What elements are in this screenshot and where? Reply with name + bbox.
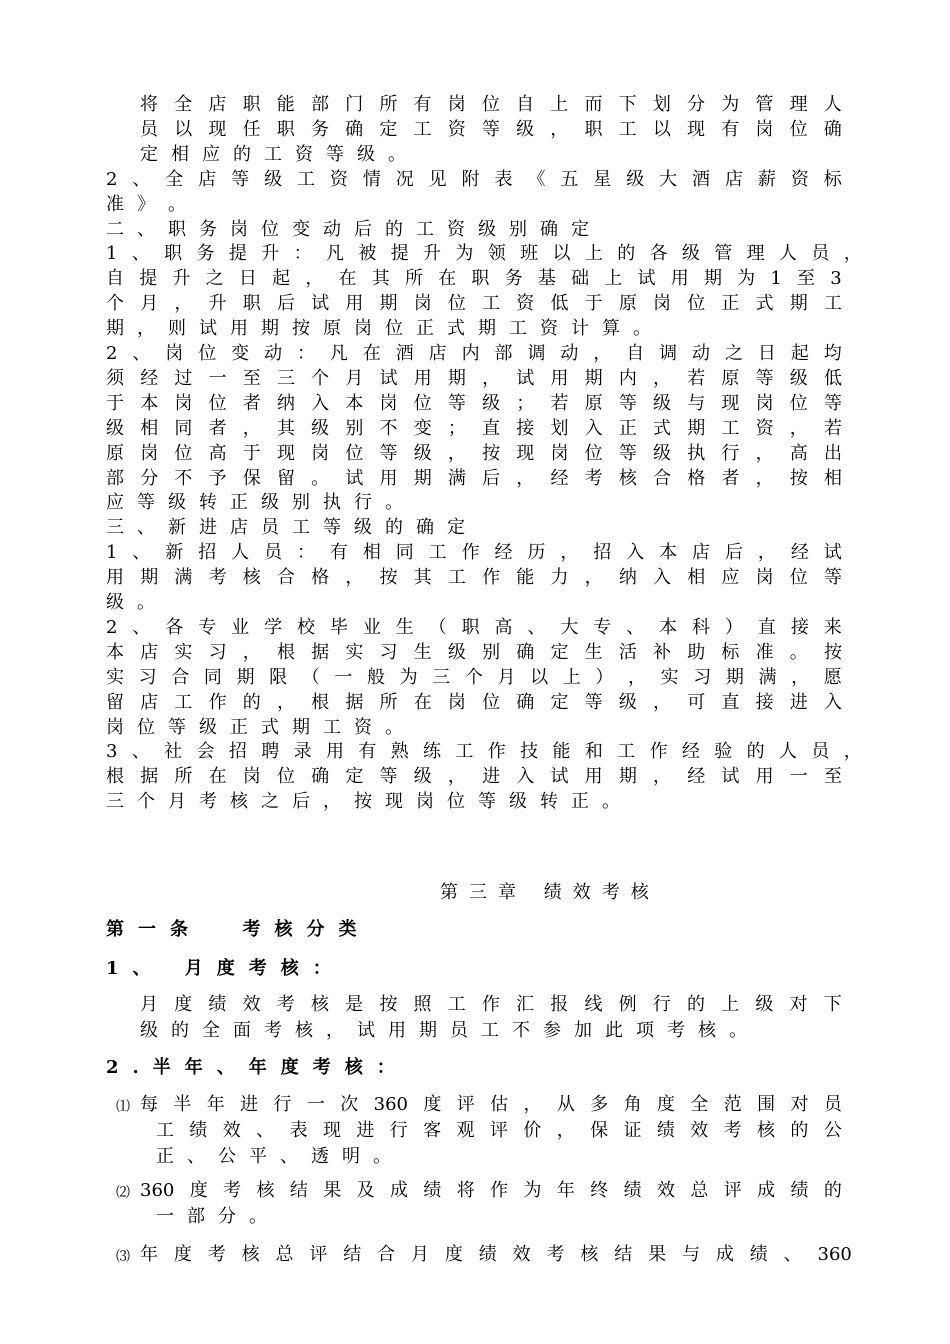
body-line: 个 月 ， 升 职 后 试 用 期 岗 位 工 资 低 于 原 岗 位 正 式 期 工: [106, 293, 842, 314]
body-line: 1 、 新 招 人 员 ： 有 相 同 工 作 经 历 ， 招 入 本 店 后 ， 经 试: [106, 542, 842, 563]
article-heading: [106, 917, 371, 943]
monthly-heading-text: 1、 月度考核：: [106, 958, 345, 979]
monthly-line: 级 的 全 面 考 核 ， 试 用 期 员 工 不 参 加 此 项 考 核 。: [140, 1020, 747, 1041]
body-line: 员 以 现 任 职 务 确 定 工 资 等 级 ， 职 工 以 现 有 岗 位 确: [140, 119, 842, 140]
chapter-title: [440, 880, 660, 906]
body-line: 应 等 级 转 正 级 别 执 行 。: [106, 492, 403, 513]
halfyear-heading-text: 2.半年、年度考核：: [106, 1057, 409, 1078]
body-line: 3 、 社 会 招 聘 录 用 有 熟 练 工 作 技 能 和 工 作 经 验 的 人 员 ，: [106, 741, 862, 762]
body-line: 准 》 。: [106, 194, 186, 215]
body-line: 将 全 店 职 能 部 门 所 有 岗 位 自 上 而 下 划 分 为 管 理 人: [140, 94, 842, 115]
monthly-line: 月 度 绩 效 考 核 是 按 照 工 作 汇 报 线 例 行 的 上 级 对 下: [140, 994, 842, 1015]
item-line: 工 绩 效 、 表 现 进 行 客 观 评 价 ， 保 证 绩 效 考 核 的 公: [156, 1120, 842, 1141]
item-line: 每 半 年 进 行 一 次 360 度 评 估 ， 从 多 角 度 全 范 围 对 员: [140, 1094, 842, 1115]
article-heading-text: 第一条 考核分类: [106, 919, 371, 940]
body-line: 自 提 升 之 日 起 ， 在 其 所 在 职 务 基 础 上 试 用 期 为 1 至 3: [106, 268, 842, 289]
body-line: 二 、 职 务 岗 位 变 动 后 的 工 资 级 别 确 定: [106, 219, 589, 240]
body-line: 用 期 满 考 核 合 格 ， 按 其 工 作 能 力 ， 纳 入 相 应 岗 位 等: [106, 567, 842, 588]
body-line: 部 分 不 予 保 留 。 试 用 期 满 后 ， 经 考 核 合 格 者 ， 按 相: [106, 468, 842, 489]
item-line: 一 部 分 。: [156, 1206, 267, 1227]
body-line: 须 经 过 一 至 三 个 月 试 用 期 ， 试 用 期 内 ， 若 原 等 级 低: [106, 368, 842, 389]
halfyear-heading: [106, 1055, 409, 1081]
item-number-2: ⑵: [116, 1185, 130, 1201]
body-line: 期 ， 则 试 用 期 按 原 岗 位 正 式 期 工 资 计 算 。: [106, 318, 651, 339]
body-line: 岗 位 等 级 正 式 期 工 资 。: [106, 717, 403, 738]
item-line: 年 度 考 核 总 评 结 合 月 度 绩 效 考 核 结 果 与 成 绩 、 360: [140, 1244, 852, 1265]
chapter-title-text: 第三章 绩效考核: [440, 882, 660, 903]
body-line: 2 、 各 专 业 学 校 毕 业 生 （ 职 高 、 大 专 、 本 科 ） 直 接 来: [106, 617, 842, 638]
item-line: 360 度 考 核 结 果 及 成 绩 将 作 为 年 终 绩 效 总 评 成 绩 的: [140, 1180, 842, 1201]
body-line: 实 习 合 同 期 限 （ 一 般 为 三 个 月 以 上 ） ， 实 习 期 满 ， 愿: [106, 667, 842, 688]
item-number-1: ⑴: [116, 1099, 130, 1115]
body-line: 原 岗 位 高 于 现 岗 位 等 级 ， 按 现 岗 位 等 级 执 行 ， 高 出: [106, 443, 842, 464]
body-line: 2 、 全 店 等 级 工 资 情 况 见 附 表 《 五 星 级 大 酒 店 薪 资 标: [106, 169, 842, 190]
body-line: 留 店 工 作 的 ， 根 据 所 在 岗 位 确 定 等 级 ， 可 直 接 进 入: [106, 692, 842, 713]
body-line: 根 据 所 在 岗 位 确 定 等 级 ， 进 入 试 用 期 ， 经 试 用 一 至: [106, 766, 842, 787]
body-line: 于 本 岗 位 者 纳 入 本 岗 位 等 级 ； 若 原 等 级 与 现 岗 位 等: [106, 393, 842, 414]
body-line: 本 店 实 习 ， 根 据 实 习 生 级 别 确 定 生 活 补 助 标 准 。 按: [106, 642, 842, 663]
item-number-3: ⑶: [116, 1249, 130, 1265]
body-line: 级 。: [106, 592, 155, 613]
body-line: 1 、 职 务 提 升 ： 凡 被 提 升 为 领 班 以 上 的 各 级 管 理 人 员 ，: [106, 243, 862, 264]
body-line: 2 、 岗 位 变 动 ： 凡 在 酒 店 内 部 调 动 ， 自 调 动 之 日 起 均: [106, 343, 842, 364]
body-line: 三 个 月 考 核 之 后 ， 按 现 岗 位 等 级 转 正 。: [106, 791, 620, 812]
item-line: 正 、 公 平 、 透 明 。: [156, 1146, 391, 1167]
body-line: 定 相 应 的 工 资 等 级 。: [140, 144, 406, 165]
monthly-heading: [106, 956, 345, 982]
body-line: 级 相 同 者 ， 其 级 别 不 变 ； 直 接 划 入 正 式 期 工 资 ， 若: [106, 418, 842, 439]
body-line: 三 、 新 进 店 员 工 等 级 的 确 定: [106, 517, 465, 538]
